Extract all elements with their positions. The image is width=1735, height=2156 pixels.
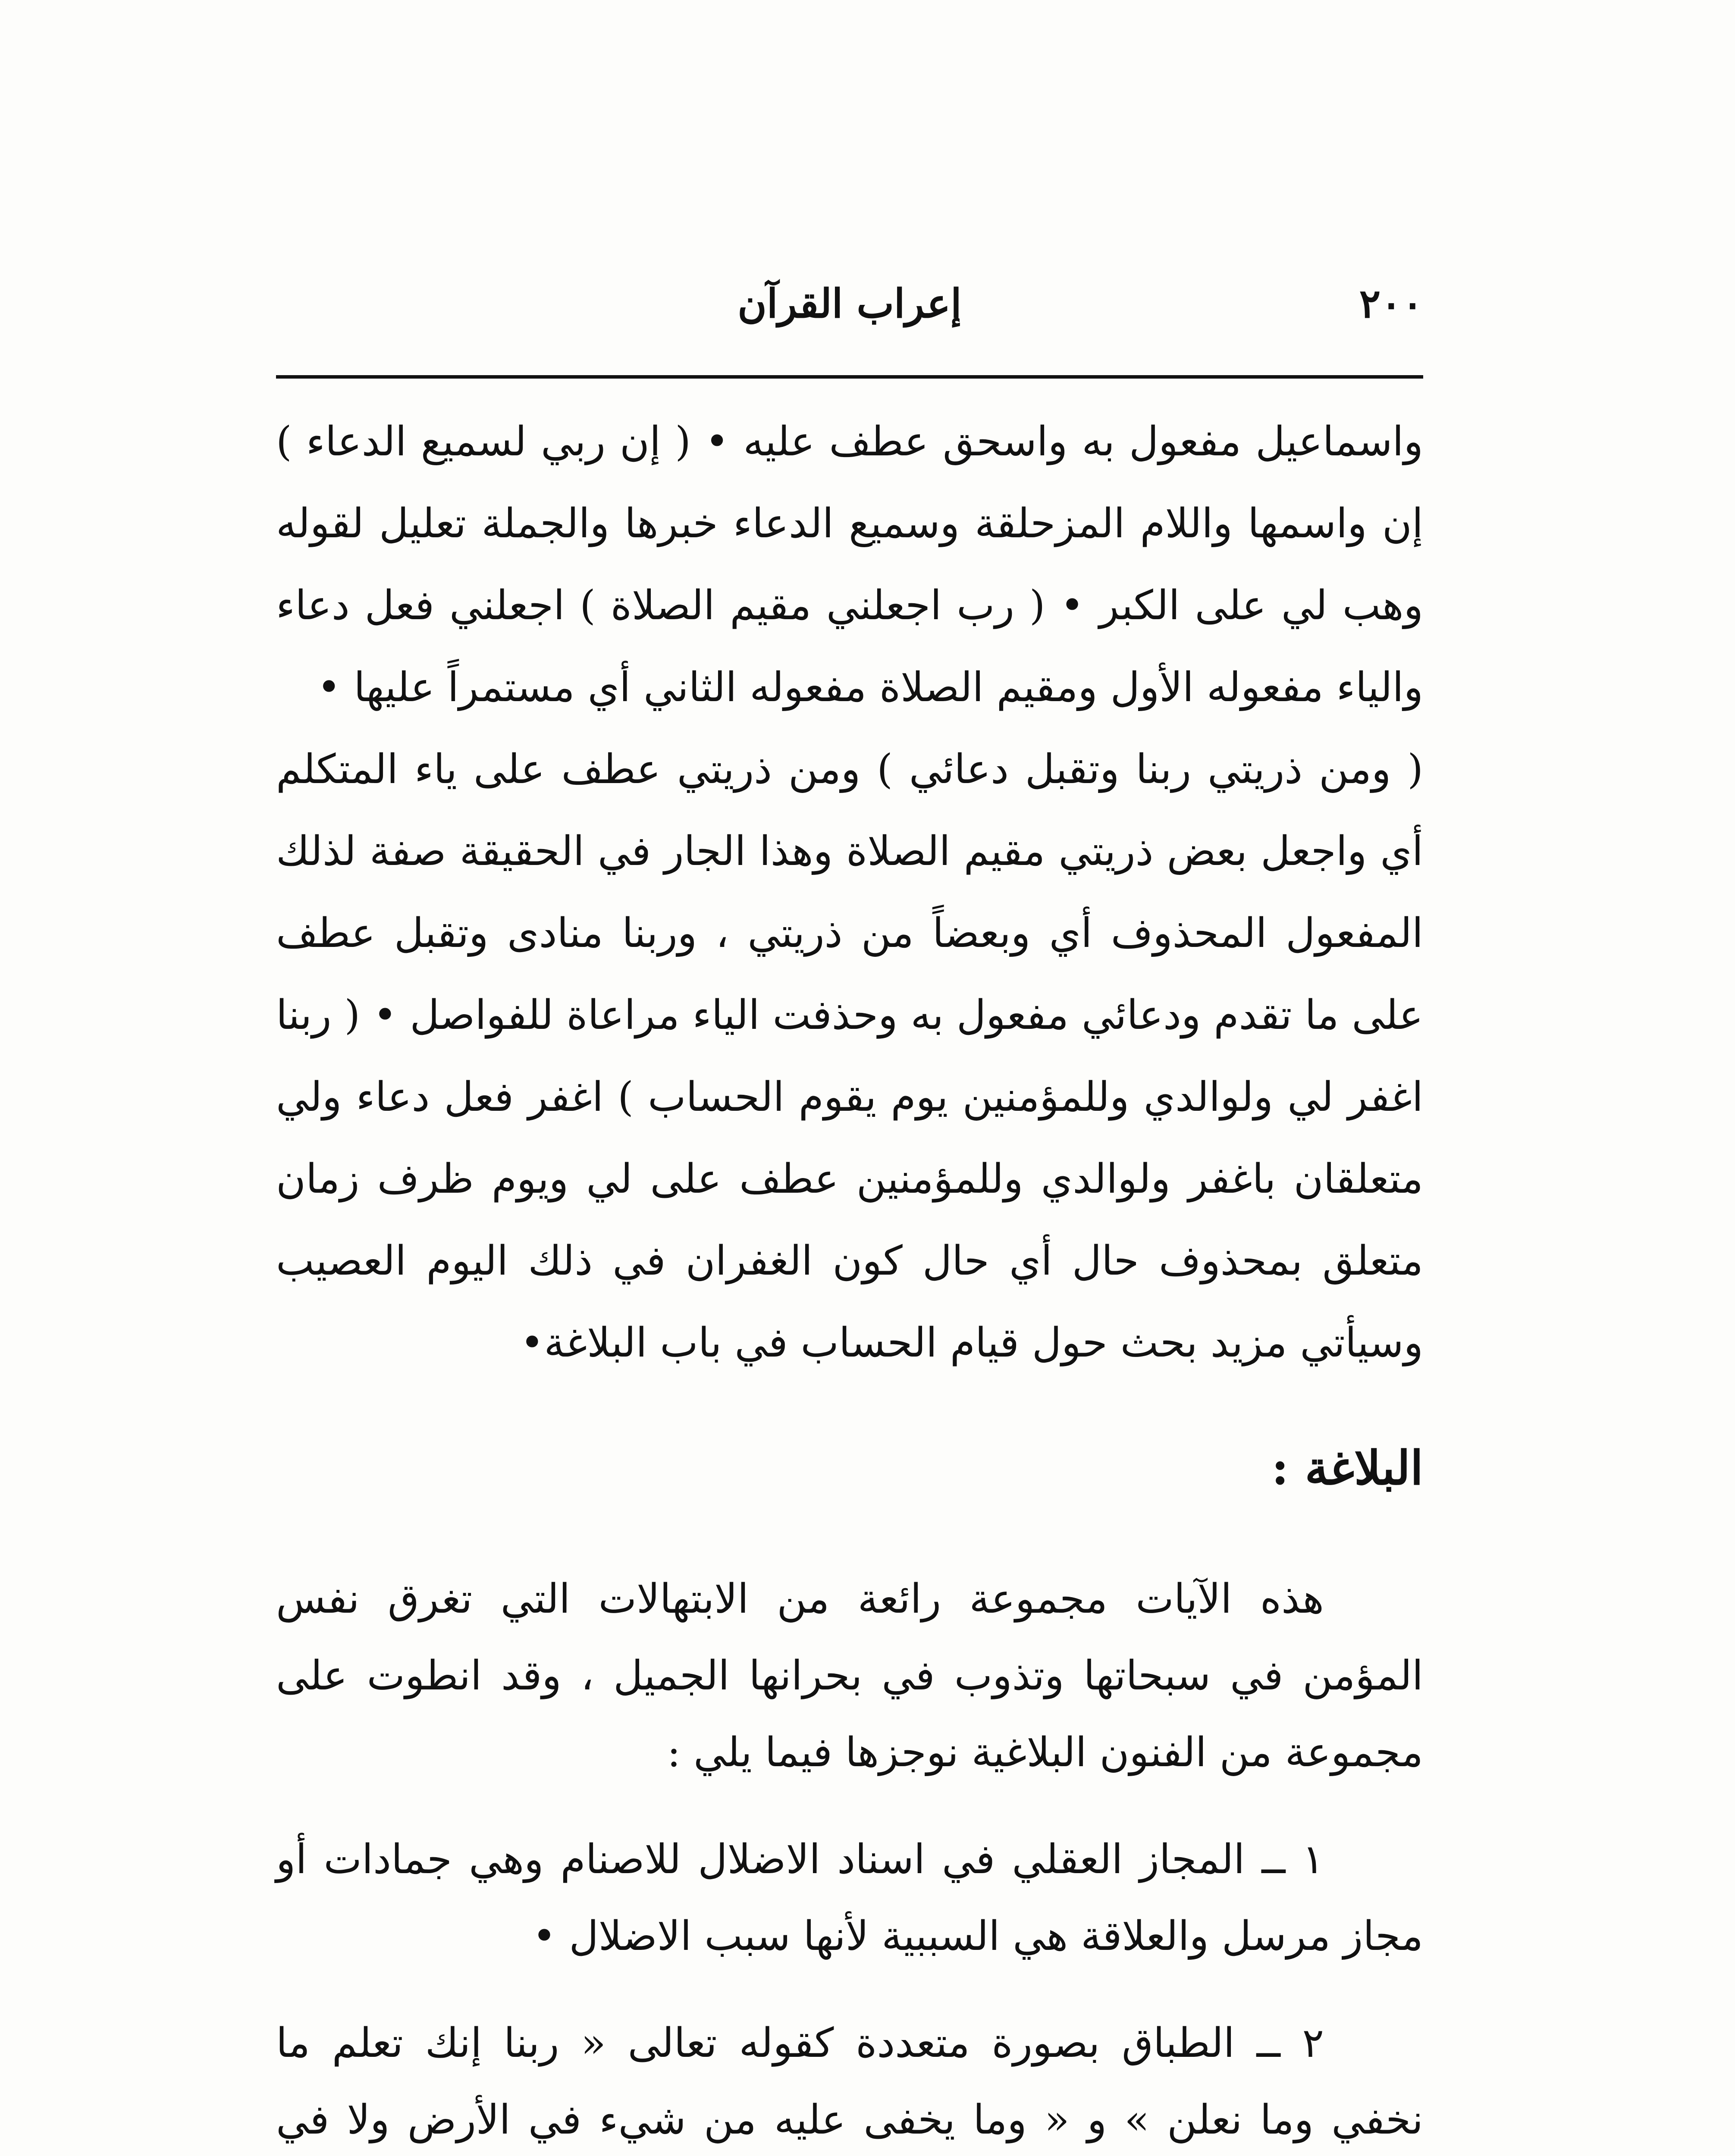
balagha-point-2: ٢ ــ الطباق بصورة متعددة كقوله تعالى « ربنا إنك تعلم ما نخفي وما نعلن » و « وما يخفى عليه من شيء في الأرض ولا في	[276, 2020, 1423, 2143]
running-title: إعراب القرآن	[737, 280, 962, 327]
irab-paragraph-1: واسماعيل مفعول به واسحق عطف عليه • ( إن ربي لسميع الدعاء ) إن واسمها واللام المزحلقة وسميع الدعاء خبرها والجملة تعليل لقوله وهب لي على الكبر • ( رب اجعلني مقيم الصلاة ) اجعلني فعل دعاء والياء مفعوله الأول ومقيم الصلاة مفعوله الثاني أي مستمراً عليها •	[276, 418, 1423, 711]
balagha-intro: هذه الآيات مجموعة رائعة من الابتهالات التي تغرق نفس المؤمن في سبحاتها وتذوب في بحرانها الجميل ، وقد انطوت على مجموعة من الفنون البلاغية نوجزها فيما يلي :	[276, 1576, 1423, 1776]
header-divider	[276, 375, 1423, 379]
page-content	[276, 401, 1423, 2156]
irab-paragraph-2: ( ومن ذريتي ربنا وتقبل دعائي ) ومن ذريتي عطف على ياء المتكلم أي واجعل بعض ذريتي مقيم الصلاة وهذا الجار في الحقيقة صفة لذلك المفعول المحذوف أي وبعضاً من ذريتي ، وربنا منادى وتقبل عطف على ما تقدم ودعائي مفعول به وحذفت الياء مراعاة للفواصل • ( ربنا اغفر لي ولوالدي وللمؤمنين يوم يقوم الحساب ) اغفر فعل دعاء ولي متعلقان باغفر ولوالدي وللمؤمنين عطف على لي ويوم ظرف زمان متعلق بمحذوف حال أي حال كون الغفران في ذلك اليوم العصيب وسيأتي مزيد بحث حول قيام الحساب في باب البلاغة•	[276, 746, 1423, 1366]
balagha-point-1: ١ ــ المجاز العقلي في اسناد الاضلال للاصنام وهي جمادات أو مجاز مرسل والعلاقة هي السببية لأنها سبب الاضلال •	[276, 1836, 1423, 1960]
page-number: ٢٠٠	[1359, 280, 1423, 327]
balagha-heading: البلاغة :	[1271, 1441, 1423, 1495]
page-header	[276, 272, 1423, 336]
